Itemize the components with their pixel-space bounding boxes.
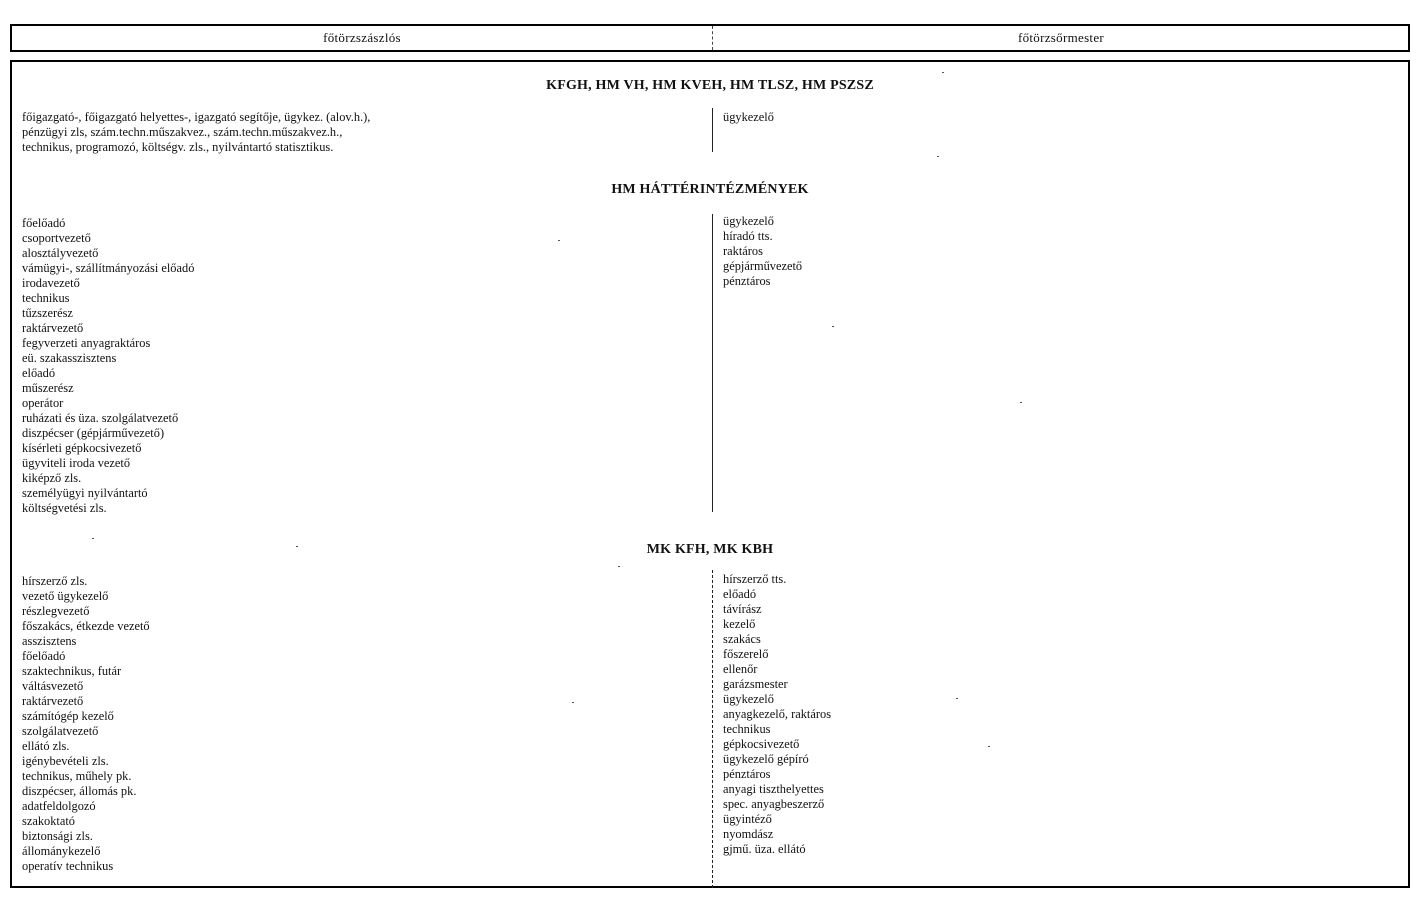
- list-item: diszpécser, állomás pk.: [22, 784, 137, 798]
- list-item: ügyviteli iroda vezető: [22, 456, 131, 470]
- list-item: ügykezelő: [723, 214, 774, 228]
- section-right-column: [723, 572, 831, 857]
- list-item: eü. szakasszisztens: [22, 351, 117, 365]
- scan-speck: [988, 746, 990, 747]
- scan-speck: [832, 326, 834, 327]
- list-item: állománykezelő: [22, 844, 101, 858]
- list-item: kísérleti gépkocsivezető: [22, 441, 142, 455]
- list-item: gjmű. üza. ellátó: [723, 842, 806, 856]
- list-item: technikus, programozó, költségv. zls., nyilvántartó statisztikus.: [22, 140, 334, 154]
- list-item: asszisztens: [22, 634, 77, 648]
- list-item: részlegvezető: [22, 604, 90, 618]
- list-item: technikus: [723, 722, 771, 736]
- list-item: előadó: [22, 366, 56, 380]
- section-right-column: [723, 110, 774, 125]
- section-title: HM HÁTTÉRINTÉZMÉNYEK: [611, 182, 809, 197]
- scan-speck: [937, 156, 939, 157]
- header-table: [10, 24, 1410, 52]
- list-item: előadó: [723, 587, 757, 601]
- list-item: gépkocsivezető: [723, 737, 800, 751]
- list-item: ellenőr: [723, 662, 758, 676]
- list-item: ügykezelő: [723, 110, 774, 124]
- list-item: szaktechnikus, futár: [22, 664, 122, 678]
- section-right-column: [723, 214, 802, 289]
- list-item: garázsmester: [723, 677, 788, 691]
- list-item: kiképző zls.: [22, 471, 82, 485]
- list-item: raktárvezető: [22, 694, 84, 708]
- scan-speck: [1020, 402, 1022, 403]
- scan-speck: [92, 538, 94, 539]
- list-item: hírszerző zls.: [22, 574, 88, 588]
- list-item: anyagkezelő, raktáros: [723, 707, 832, 721]
- list-item: nyomdász: [723, 827, 774, 841]
- header-left-cell: [12, 26, 713, 50]
- list-item: tűzszerész: [22, 306, 73, 320]
- list-item: személyügyi nyilvántartó: [22, 486, 148, 500]
- section-left-column: [22, 110, 370, 155]
- list-item: igénybevételi zls.: [22, 754, 109, 768]
- list-item: híradó tts.: [723, 229, 773, 243]
- list-item: raktáros: [723, 244, 763, 258]
- list-item: ruházati és üza. szolgálatvezető: [22, 411, 179, 425]
- column-divider: [712, 570, 713, 888]
- list-item: anyagi tiszthelyettes: [723, 782, 824, 796]
- header-right-cell: [713, 26, 1409, 50]
- scan-speck: [942, 72, 944, 73]
- list-item: fegyverzeti anyagraktáros: [22, 336, 151, 350]
- list-item: főelőadó: [22, 216, 66, 230]
- list-item: főszerelő: [723, 647, 769, 661]
- list-item: hírszerző tts.: [723, 572, 787, 586]
- scan-speck: [572, 702, 574, 703]
- list-item: pénztáros: [723, 767, 771, 781]
- list-item: pénzügyi zls, szám.techn.műszakvez., szám.techn.műszakvez.h.,: [22, 125, 343, 139]
- list-item: gépjárművezető: [723, 259, 803, 273]
- scan-speck: [296, 546, 298, 547]
- list-item: adatfeldolgozó: [22, 799, 96, 813]
- list-item: pénztáros: [723, 274, 771, 288]
- list-item: ügyintéző: [723, 812, 772, 826]
- list-item: technikus: [22, 291, 70, 305]
- list-item: szolgálatvezető: [22, 724, 99, 738]
- list-item: ügykezelő: [723, 692, 774, 706]
- list-item: ellátó zls.: [22, 739, 70, 753]
- list-item: raktárvezető: [22, 321, 84, 335]
- list-item: szakoktató: [22, 814, 75, 828]
- main-table: [10, 60, 1410, 888]
- list-item: diszpécser (gépjárművezető): [22, 426, 165, 440]
- scan-speck: [618, 566, 620, 567]
- section-left-column: [22, 574, 150, 874]
- list-item: irodavezető: [22, 276, 80, 290]
- list-item: váltásvezető: [22, 679, 84, 693]
- scan-speck: [558, 240, 560, 241]
- list-item: főigazgató-, főigazgató helyettes-, igazgató segítője, ügykez. (alov.h.),: [22, 110, 371, 124]
- scan-speck: [956, 698, 958, 699]
- list-item: vezető ügykezelő: [22, 589, 109, 603]
- list-item: spec. anyagbeszerző: [723, 797, 825, 811]
- list-item: technikus, műhely pk.: [22, 769, 132, 783]
- list-item: operátor: [22, 396, 64, 410]
- list-item: alosztályvezető: [22, 246, 99, 260]
- section-title: MK KFH, MK KBH: [646, 542, 774, 557]
- list-item: főszakács, étkezde vezető: [22, 619, 150, 633]
- list-item: műszerész: [22, 381, 74, 395]
- list-item: főelőadó: [22, 649, 66, 663]
- list-item: operatív technikus: [22, 859, 114, 873]
- section-left-column: [22, 216, 194, 516]
- header-right-label: főtörzsőrmester: [1017, 30, 1105, 45]
- list-item: kezelő: [723, 617, 756, 631]
- column-divider: [712, 214, 713, 512]
- list-item: ügykezelő gépíró: [723, 752, 809, 766]
- list-item: biztonsági zls.: [22, 829, 93, 843]
- list-item: csoportvezető: [22, 231, 91, 245]
- list-item: távírász: [723, 602, 762, 616]
- list-item: vámügyi-, szállítmányozási előadó: [22, 261, 195, 275]
- header-left-label: főtörzszászlós: [323, 30, 401, 45]
- list-item: költségvetési zls.: [22, 501, 107, 515]
- section-title: KFGH, HM VH, HM KVEH, HM TLSZ, HM PSZSZ: [546, 78, 874, 93]
- column-divider: [712, 108, 713, 152]
- list-item: számítógép kezelő: [22, 709, 114, 723]
- list-item: szakács: [723, 632, 761, 646]
